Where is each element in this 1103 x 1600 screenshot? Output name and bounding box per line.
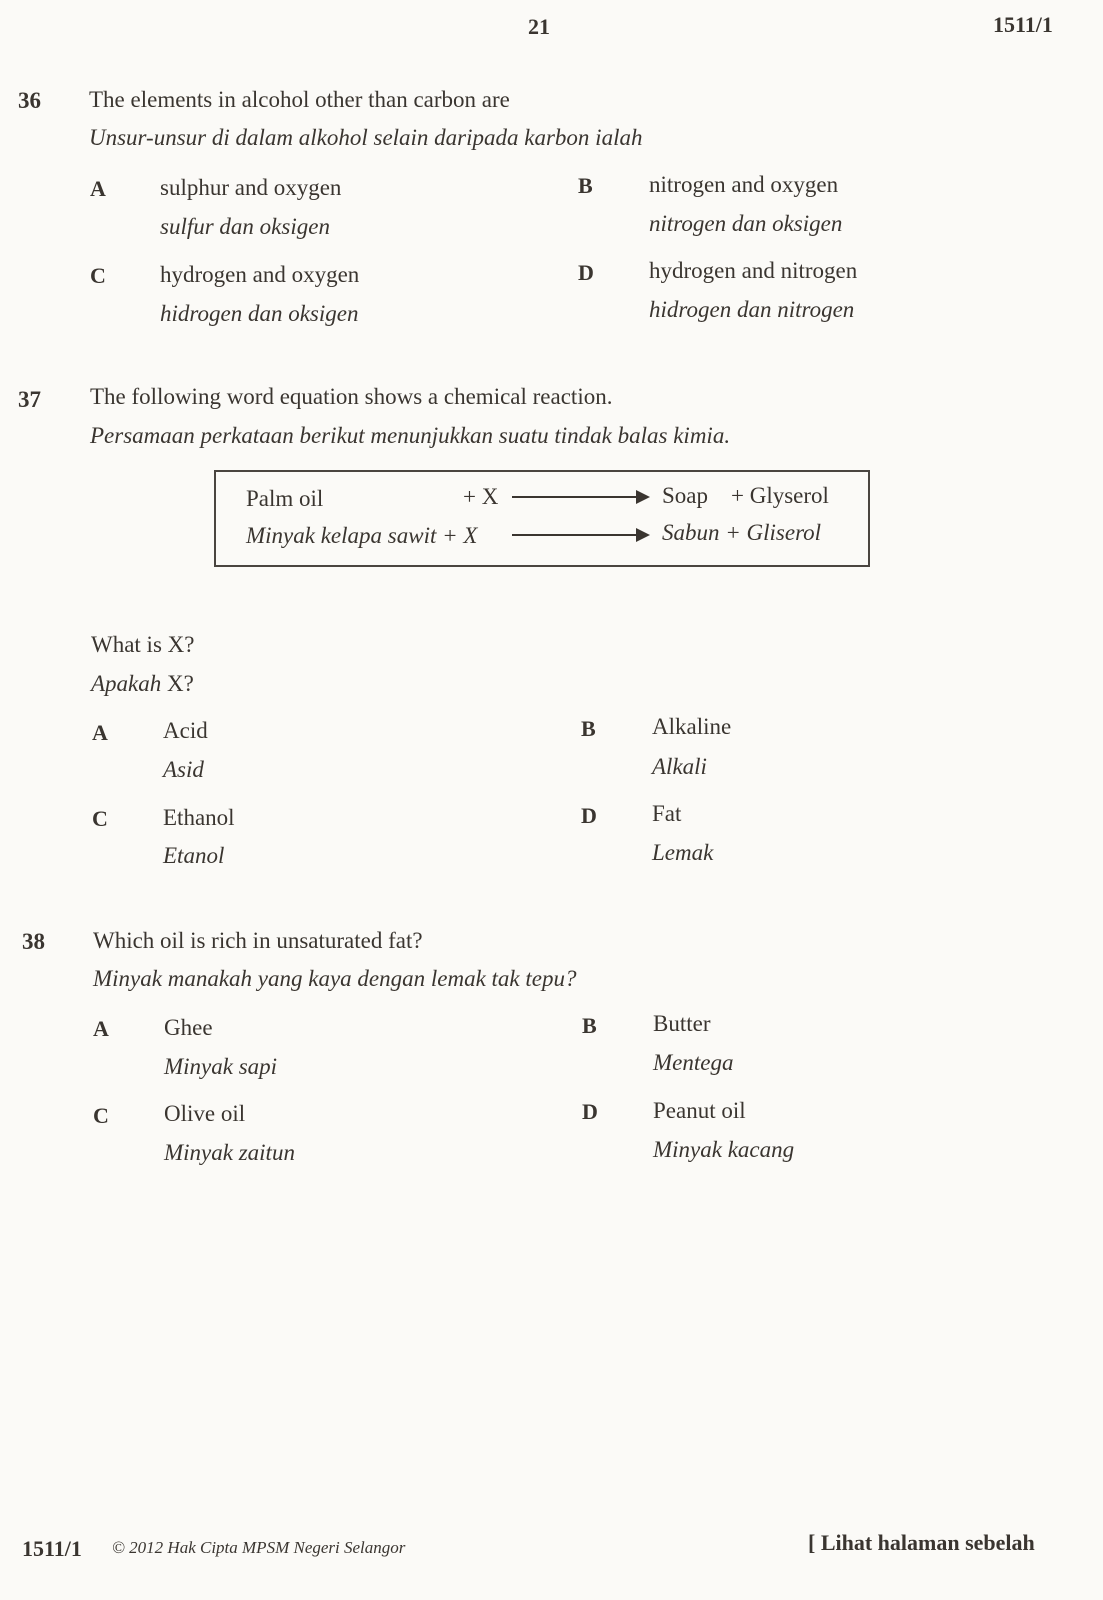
sub-question-ms-rest: X? xyxy=(161,671,194,696)
option-letter: A xyxy=(90,176,106,201)
option-letter: A xyxy=(93,1016,109,1041)
option-letter: D xyxy=(578,260,594,285)
arrow-right-icon xyxy=(512,496,646,498)
option-text-en: Alkaline xyxy=(652,714,732,739)
option-text-en: Olive oil xyxy=(164,1101,246,1126)
option-text-en: hydrogen and nitrogen xyxy=(649,258,858,283)
option-letter: B xyxy=(581,716,596,741)
option-text-ms: Mentega xyxy=(653,1050,734,1075)
option-text-en: Butter xyxy=(653,1011,711,1036)
option-letter: D xyxy=(582,1099,598,1124)
option-text-ms: Asid xyxy=(163,757,204,782)
option-text-en: hydrogen and oxygen xyxy=(160,262,360,287)
option-letter: A xyxy=(92,720,108,745)
footer-next-page: [ Lihat halaman sebelah xyxy=(808,1530,1035,1555)
question-number: 36 xyxy=(18,88,41,113)
equation-products-ms: Sabun + Gliserol xyxy=(662,520,822,545)
paper-code: 1511/1 xyxy=(993,12,1053,37)
option-text-en: Peanut oil xyxy=(653,1098,746,1123)
option-text-ms: hidrogen dan oksigen xyxy=(160,301,359,326)
option-text-ms: Etanol xyxy=(163,843,225,868)
equation-reactant-ms: Minyak kelapa sawit + X xyxy=(246,523,478,548)
option-text-ms: Minyak sapi xyxy=(164,1054,278,1079)
option-letter: B xyxy=(578,173,593,198)
equation-plus-x: + X xyxy=(463,484,499,509)
arrow-right-icon xyxy=(512,534,646,536)
question-number: 37 xyxy=(18,387,41,412)
option-text-ms: Minyak kacang xyxy=(653,1137,795,1162)
option-text-ms: nitrogen dan oksigen xyxy=(649,211,843,236)
question-stem-en: The following word equation shows a chemical reaction. xyxy=(90,384,613,409)
sub-question-ms-italic: Apakah xyxy=(91,671,162,696)
sub-question-ms xyxy=(91,671,194,697)
equation-products-en: Soap + Glyserol xyxy=(662,483,829,508)
option-text-en: nitrogen and oxygen xyxy=(649,172,839,197)
option-letter: B xyxy=(582,1013,597,1038)
question-stem-ms: Unsur-unsur di dalam alkohol selain daripada karbon ialah xyxy=(89,125,643,150)
option-text-en: Ethanol xyxy=(163,805,235,830)
question-stem-ms: Minyak manakah yang kaya dengan lemak tak tepu? xyxy=(93,966,577,991)
option-letter: C xyxy=(93,1103,109,1128)
option-letter: C xyxy=(90,263,106,288)
equation-reactant-en: Palm oil xyxy=(246,486,324,511)
option-text-ms: Minyak zaitun xyxy=(164,1140,295,1165)
option-text-ms: Alkali xyxy=(652,754,707,779)
question-number: 38 xyxy=(22,929,45,954)
question-stem-en: The elements in alcohol other than carbon are xyxy=(89,87,510,112)
option-text-en: Acid xyxy=(163,718,208,743)
option-text-en: Ghee xyxy=(164,1015,213,1040)
footer-code: 1511/1 xyxy=(22,1536,82,1561)
question-stem-en: Which oil is rich in unsaturated fat? xyxy=(93,928,423,953)
option-text-ms: sulfur dan oksigen xyxy=(160,214,330,239)
option-letter: C xyxy=(92,806,108,831)
sub-question-en: What is X? xyxy=(91,632,195,657)
option-text-en: Fat xyxy=(652,801,682,826)
question-stem-ms: Persamaan perkataan berikut menunjukkan suatu tindak balas kimia. xyxy=(90,423,731,448)
option-text-en: sulphur and oxygen xyxy=(160,175,342,200)
option-text-ms: hidrogen dan nitrogen xyxy=(649,297,855,322)
option-letter: D xyxy=(581,803,597,828)
page-number: 21 xyxy=(528,14,550,39)
footer-copyright: © 2012 Hak Cipta MPSM Negeri Selangor xyxy=(112,1538,406,1557)
option-text-ms: Lemak xyxy=(652,840,714,865)
